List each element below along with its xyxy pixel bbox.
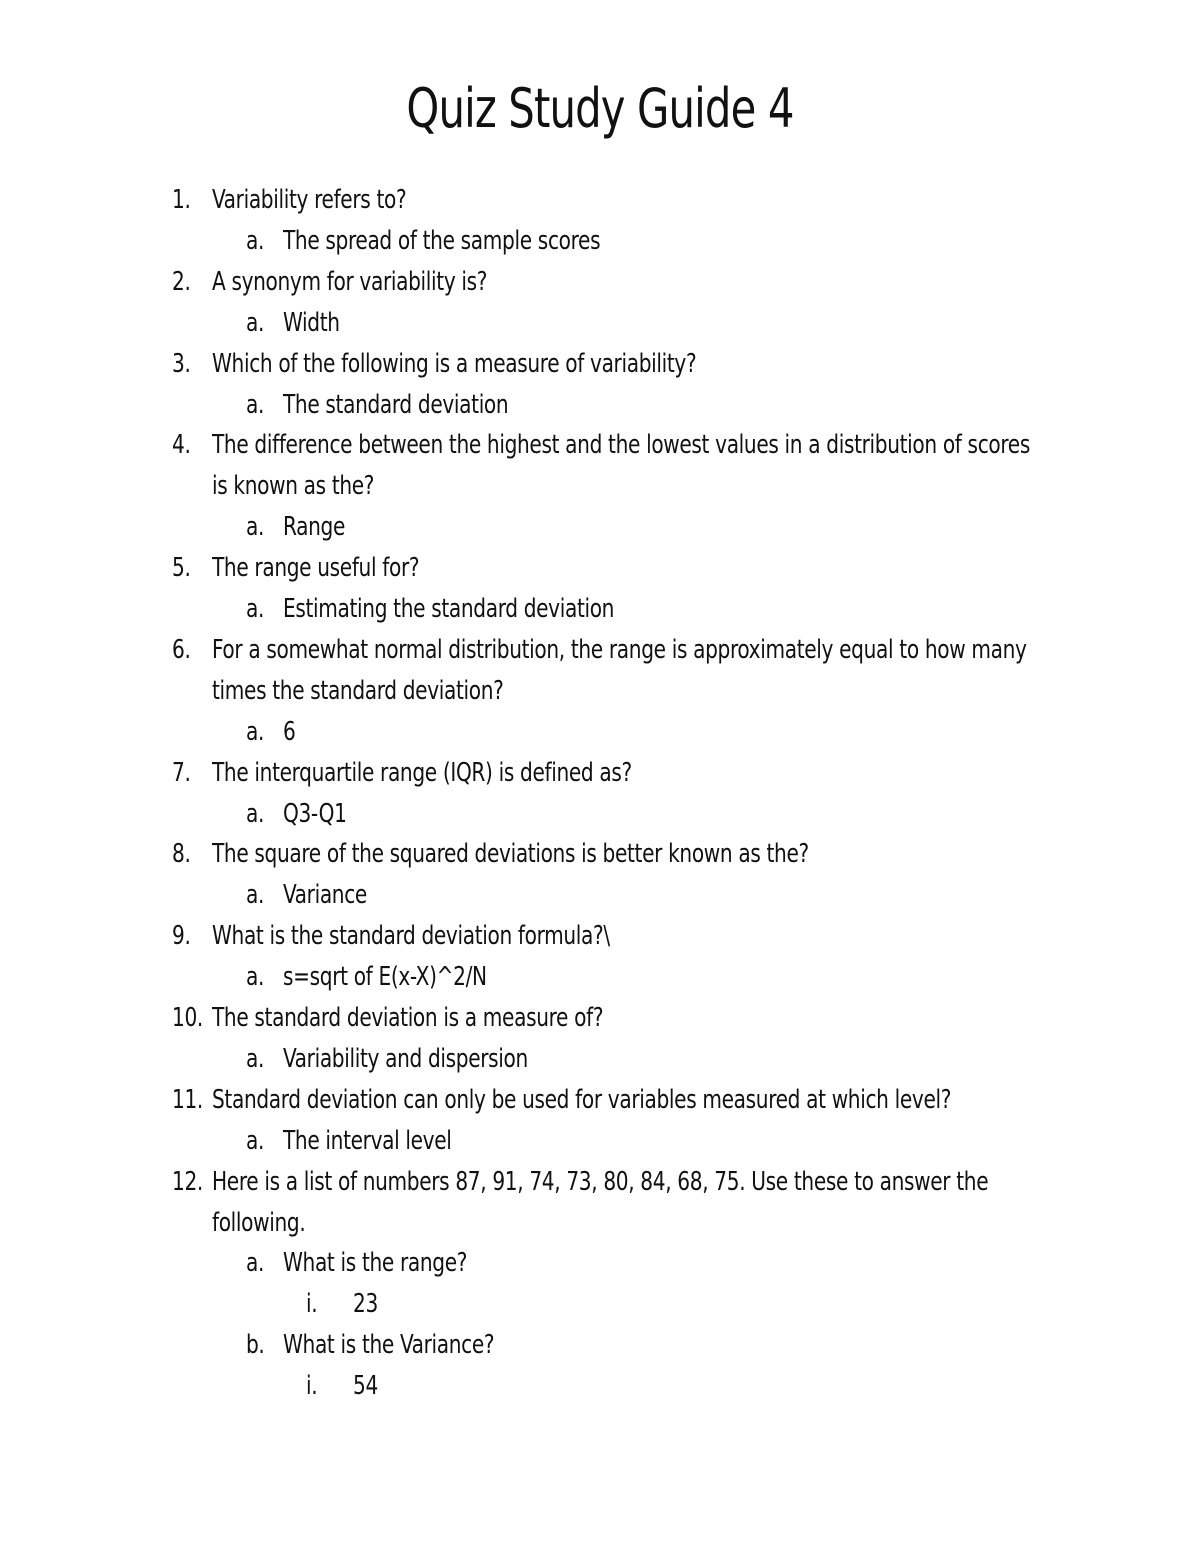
answer-9-a-label: a. (245, 962, 265, 993)
answer-8-a (0, 875, 1032, 915)
question-10-text: The standard deviation is a measure of? (211, 1003, 604, 1033)
question-11-text: Standard deviation can only be used for variables measured at which level? (211, 1084, 952, 1115)
answer-12-a-label: a. (245, 1248, 265, 1279)
question-8-text: The square of the squared deviations is better known as the? (211, 839, 809, 870)
answer-4-a-label: a. (245, 512, 265, 543)
answer-6-a (0, 712, 1032, 752)
question-3-label: 3. (172, 348, 191, 379)
question-3-text: Which of the following is a measure of variability? (211, 348, 697, 379)
sub-answer-12-a-i-label: i. (305, 1289, 318, 1320)
question-6-label: 6. (172, 634, 191, 665)
question-12-text: Here is a list of numbers 87, 91, 74, 73, 80, 84, 68, 75. Use these to answer the (211, 1166, 989, 1197)
question-12-cont (0, 1203, 1032, 1243)
question-12 (0, 1162, 1032, 1202)
sub-answer-12-b-i (0, 1366, 1032, 1406)
answer-4-a (0, 507, 1032, 547)
question-11 (0, 1080, 1032, 1120)
question-6-cont (0, 671, 1032, 711)
question-7-label: 7. (172, 757, 191, 788)
question-6-cont-text: times the standard deviation? (211, 675, 504, 706)
question-12-cont-text: following. (211, 1207, 306, 1238)
question-7-text: The interquartile range (IQR) is defined as? (211, 757, 632, 788)
answer-3-a (0, 385, 1032, 425)
question-4-text: The difference between the highest and the lowest values in a distribution of scores (211, 430, 1030, 461)
question-7 (0, 753, 1032, 793)
question-9-label: 9. (172, 921, 191, 952)
question-12-label: 12. (172, 1166, 203, 1197)
question-4-label: 4. (172, 430, 191, 461)
question-8 (0, 834, 1032, 874)
question-10-label: 10. (172, 1003, 203, 1033)
answer-10-a (0, 1039, 1032, 1079)
answer-9-a-text: s=sqrt of E(x-X)^2/N (282, 962, 487, 993)
answer-3-a-text: The standard deviation (282, 389, 509, 420)
question-4-cont (0, 466, 1032, 506)
answer-2-a-label: a. (245, 307, 265, 338)
question-10 (0, 998, 1032, 1038)
question-6-text: For a somewhat normal distribution, the range is approximately equal to how many (211, 634, 1027, 665)
question-2-label: 2. (172, 266, 191, 297)
answer-12-a (0, 1243, 1032, 1283)
answer-1-a-label: a. (245, 225, 265, 256)
answer-10-a-label: a. (245, 1043, 265, 1074)
question-3 (0, 344, 1032, 384)
answer-1-a (0, 221, 1032, 261)
answer-11-a-text: The interval level (282, 1125, 452, 1156)
sub-answer-12-b-i-text: 54 (352, 1371, 378, 1402)
answer-1-a-text: The spread of the sample scores (282, 225, 601, 256)
answer-12-b-label: b. (245, 1330, 265, 1361)
answer-2-a (0, 303, 1032, 343)
question-5-text: The range useful for? (211, 553, 420, 584)
answer-5-a-text: Estimating the standard deviation (282, 594, 615, 624)
question-1 (0, 180, 1032, 220)
question-6 (0, 630, 1032, 670)
question-5-label: 5. (172, 553, 191, 584)
question-9 (0, 916, 1032, 956)
answer-7-a-label: a. (245, 798, 265, 829)
question-8-label: 8. (172, 839, 191, 870)
answer-11-a-label: a. (245, 1125, 265, 1156)
question-2 (0, 262, 1032, 302)
question-4 (0, 425, 1032, 465)
answer-12-a-text: What is the range? (282, 1248, 468, 1279)
answer-7-a-text: Q3-Q1 (282, 798, 347, 829)
answer-8-a-label: a. (245, 880, 265, 911)
answer-10-a-text: Variability and dispersion (282, 1043, 528, 1074)
answer-5-a-label: a. (245, 594, 265, 624)
question-1-text: Variability refers to? (211, 185, 407, 215)
answer-7-a (0, 794, 1032, 834)
question-5 (0, 548, 1032, 588)
question-1-label: 1. (172, 185, 191, 215)
answer-6-a-text: 6 (282, 716, 296, 747)
sub-answer-12-a-i (0, 1284, 1032, 1324)
sub-answer-12-a-i-text: 23 (352, 1289, 378, 1320)
answer-4-a-text: Range (282, 512, 345, 543)
answer-12-b (0, 1325, 1032, 1365)
answer-2-a-text: Width (282, 307, 340, 338)
answer-9-a (0, 957, 1032, 997)
question-9-text: What is the standard deviation formula?\ (211, 921, 610, 952)
answer-6-a-label: a. (245, 716, 265, 747)
question-11-label: 11. (172, 1084, 203, 1115)
answer-11-a (0, 1121, 1032, 1161)
answer-12-b-text: What is the Variance? (282, 1330, 495, 1361)
answer-8-a-text: Variance (282, 880, 367, 911)
answer-3-a-label: a. (245, 389, 265, 420)
answer-5-a (0, 589, 1032, 629)
question-2-text: A synonym for variability is? (211, 266, 488, 297)
document-title: Quiz Study Guide 4 (406, 77, 794, 140)
question-4-cont-text: is known as the? (211, 471, 375, 502)
sub-answer-12-b-i-label: i. (305, 1371, 318, 1402)
